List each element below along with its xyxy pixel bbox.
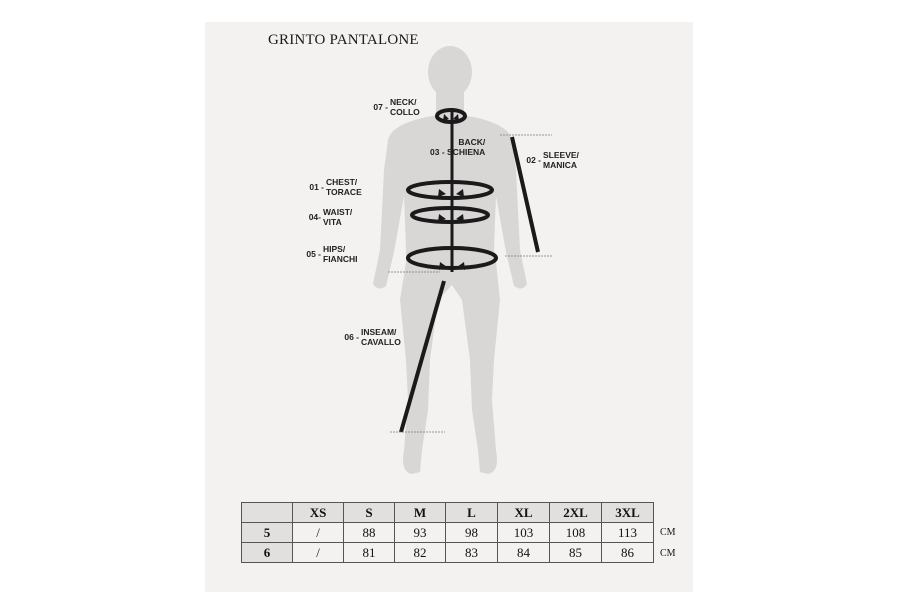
sleeve-label: 02 - SLEEVE/ MANICA xyxy=(526,150,579,170)
row-label: 5 xyxy=(242,523,293,543)
row-label: 6 xyxy=(242,543,293,563)
waist-label: 04- WAIST/ VITA xyxy=(308,207,353,227)
table-cell: 108 xyxy=(550,523,602,543)
neck-label: 07 - NECK/ COLLO xyxy=(373,97,420,117)
table-cell: 82 xyxy=(395,543,446,563)
unit-label: CM xyxy=(660,527,676,538)
product-title: GRINTO PANTALONE xyxy=(268,32,419,48)
table-cell: 81 xyxy=(344,543,395,563)
header-cell: L xyxy=(446,503,498,523)
unit-label: CM xyxy=(660,548,676,559)
table-cell: 86 xyxy=(602,543,654,563)
table-cell: 113 xyxy=(602,523,654,543)
chest-label: 01 - CHEST/ TORACE xyxy=(309,177,362,197)
header-cell: S xyxy=(344,503,395,523)
table-cell: 88 xyxy=(344,523,395,543)
table-cell: 98 xyxy=(446,523,498,543)
header-cell: M xyxy=(395,503,446,523)
table-cell: 103 xyxy=(498,523,550,543)
header-cell: 3XL xyxy=(602,503,654,523)
inseam-label: 06 - INSEAM/ CAVALLO xyxy=(344,327,401,347)
header-cell: XS xyxy=(293,503,344,523)
hips-label: 05 - HIPS/ FIANCHI xyxy=(306,244,358,264)
table-cell: / xyxy=(293,523,344,543)
size-table xyxy=(241,502,654,563)
table-cell: 83 xyxy=(446,543,498,563)
header-cell: 2XL xyxy=(550,503,602,523)
table-cell: 84 xyxy=(498,543,550,563)
size-table-header xyxy=(242,503,654,523)
back-label: BACK/ 03 - SCHIENA xyxy=(430,137,486,157)
header-corner xyxy=(242,503,293,523)
header-cell: XL xyxy=(498,503,550,523)
table-cell: 93 xyxy=(395,523,446,543)
table-row xyxy=(242,523,654,543)
table-row xyxy=(242,543,654,563)
table-cell: / xyxy=(293,543,344,563)
table-cell: 85 xyxy=(550,543,602,563)
